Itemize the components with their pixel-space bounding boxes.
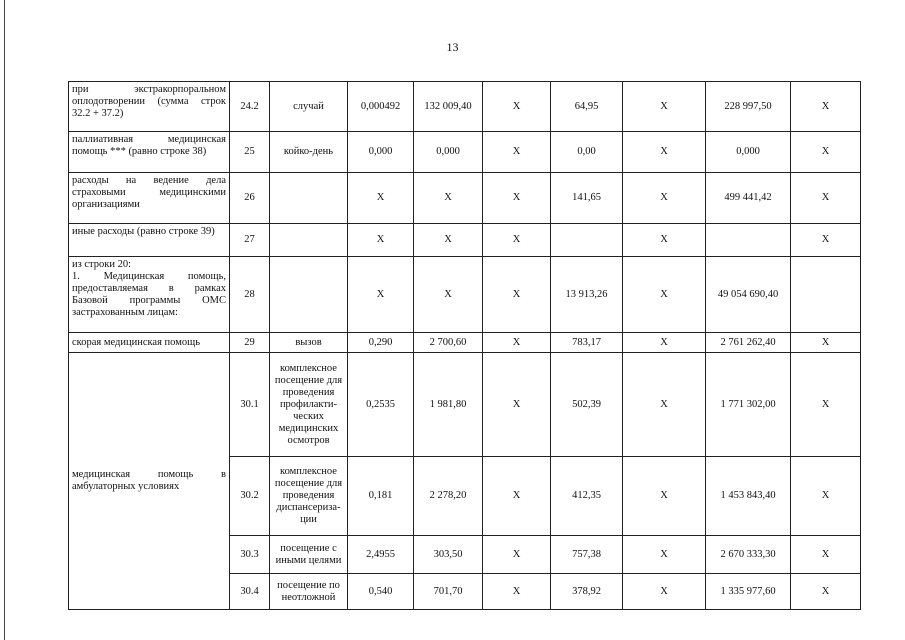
table-cell: 1 453 843,40 [706,457,791,536]
table-cell: 1 771 302,00 [706,353,791,457]
table-row [69,132,861,173]
table-cell: 2,4955 [348,536,414,574]
row-code: 25 [230,132,270,173]
table-cell: X [623,82,706,132]
row-code: 30.2 [230,457,270,536]
table-cell: 0,00 [551,132,623,173]
row-unit: комплексное посещение для проведения диспансериза- ции [270,457,348,536]
table-cell: X [791,536,861,574]
table-cell: X [483,457,551,536]
table-cell: 1 981,80 [414,353,483,457]
table-cell: 0,000 [414,132,483,173]
row-code: 26 [230,173,270,224]
row-code: 29 [230,333,270,353]
table-cell: 0,290 [348,333,414,353]
table-cell: 701,70 [414,574,483,610]
table-cell: X [414,224,483,257]
table-cell [551,224,623,257]
row-code: 30.1 [230,353,270,457]
table-cell [706,224,791,257]
table-cell: 13 913,26 [551,257,623,333]
table-cell: X [791,333,861,353]
table-cell: X [791,353,861,457]
table-cell: 0,000492 [348,82,414,132]
table-cell: X [623,224,706,257]
row-label: иные расходы (равно строке 39) [69,224,230,257]
table-cell: 303,50 [414,536,483,574]
row-label: скорая медицинская помощь [69,333,230,353]
table-cell: X [483,353,551,457]
table-cell: X [483,224,551,257]
table-cell: X [623,173,706,224]
table-cell: 2 670 333,30 [706,536,791,574]
table-cell: 0,000 [348,132,414,173]
table-cell: X [623,574,706,610]
table-cell: 2 278,20 [414,457,483,536]
row-unit [270,224,348,257]
page-number: 13 [446,40,459,54]
row-unit: случай [270,82,348,132]
row-code: 27 [230,224,270,257]
table-cell: 2 761 262,40 [706,333,791,353]
table-cell: 0,540 [348,574,414,610]
table-cell: X [348,257,414,333]
row-unit: вызов [270,333,348,353]
table-row [69,257,861,333]
table-cell: X [348,173,414,224]
table-cell: 49 054 690,40 [706,257,791,333]
table-cell: 141,65 [551,173,623,224]
table-cell: 412,35 [551,457,623,536]
table-cell: X [791,574,861,610]
table-cell: X [348,224,414,257]
table-cell: X [623,457,706,536]
row-code: 30.3 [230,536,270,574]
table-cell: 1 335 977,60 [706,574,791,610]
row-code: 28 [230,257,270,333]
table-cell: X [791,457,861,536]
table-cell: X [483,173,551,224]
table-cell: X [483,82,551,132]
row-unit [270,173,348,224]
table-cell: X [483,574,551,610]
table-row [69,173,861,224]
table-cell: 499 441,42 [706,173,791,224]
row-unit: комплексное посещение для проведения профилакти- ческих медицинских осмотров [270,353,348,457]
table-cell: 2 700,60 [414,333,483,353]
table-cell: X [414,257,483,333]
table-cell: 783,17 [551,333,623,353]
table-cell: X [483,536,551,574]
row-unit: посещение по неотложной [270,574,348,610]
table-cell: X [623,536,706,574]
row-label-line: 1. Медицинская помощь, предоставляемая в рамках Базовой программы ОМС застрахованным лицам: [72,271,226,318]
ambulatory-group-label: медицинская помощь в амбулаторных условиях [69,353,230,610]
table-cell: 0,2535 [348,353,414,457]
row-label [69,257,230,333]
table-row [69,353,861,457]
table-cell: X [623,333,706,353]
row-unit [270,257,348,333]
financing-table [68,81,861,610]
table-cell: 378,92 [551,574,623,610]
table-cell: X [623,257,706,333]
table-cell: X [414,173,483,224]
table-cell: X [623,353,706,457]
table-cell: X [483,132,551,173]
table-row [69,224,861,257]
table-cell: 64,95 [551,82,623,132]
table-cell: X [791,224,861,257]
row-unit: посещение с иными целями [270,536,348,574]
page-edge-line [4,0,5,640]
row-code: 30.4 [230,574,270,610]
row-label: при экстракорпоральном оплодотворении (сумма строк 32.2 + 37.2) [69,82,230,132]
table-cell: 502,39 [551,353,623,457]
table-row [69,82,861,132]
table-cell: X [483,257,551,333]
table-cell: 132 009,40 [414,82,483,132]
table-cell: 228 997,50 [706,82,791,132]
table-cell: 0,181 [348,457,414,536]
table-cell: X [791,132,861,173]
table-cell [791,257,861,333]
table-cell: 0,000 [706,132,791,173]
table-cell: X [791,82,861,132]
table-cell: X [623,132,706,173]
table-cell: X [483,333,551,353]
row-label: паллиативная медицинская помощь *** (равно строке 38) [69,132,230,173]
row-unit: койко-день [270,132,348,173]
table-row [69,333,861,353]
row-label: расходы на ведение дела страховыми медицинскими организациями [69,173,230,224]
row-label-line: из строки 20: [72,259,132,270]
table-cell: 757,38 [551,536,623,574]
table-cell: X [791,173,861,224]
row-code: 24.2 [230,82,270,132]
